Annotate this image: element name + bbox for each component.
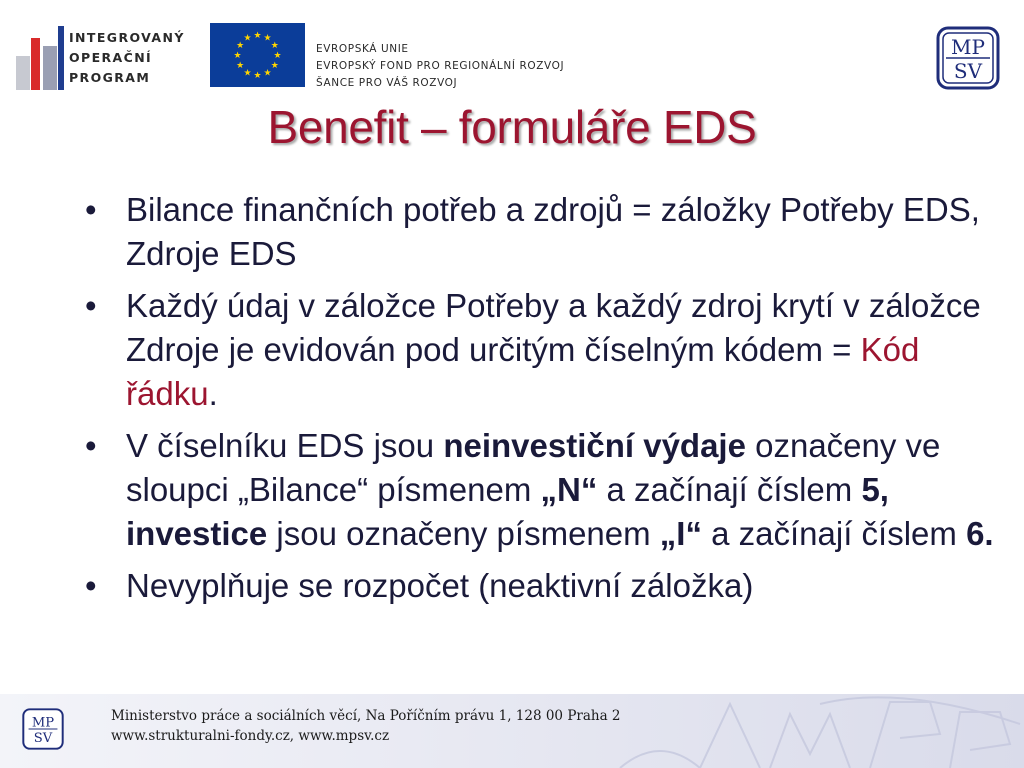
footer-logo-bottom: SV <box>33 731 53 747</box>
eu-star-icon: ★ <box>253 70 262 80</box>
eu-star-icon: ★ <box>253 30 262 40</box>
bullet-text-segment: V číselníku EDS jsou <box>126 427 444 464</box>
bullet-text-segment: neinvestiční výdaje <box>443 427 746 464</box>
bullet-item <box>85 188 995 276</box>
bullet-text-segment: jsou označeny písmenem <box>267 515 660 552</box>
footer-mpsv-logo <box>22 708 64 750</box>
bullet-text-segment: . <box>208 375 218 412</box>
bullet-text-segment: „N“ <box>540 471 598 508</box>
bullet-dot-icon: • <box>85 287 97 324</box>
slide-title: Benefit – formuláře EDS <box>267 101 757 153</box>
eu-flag-icon <box>210 23 305 87</box>
eu-logo-line: EVROPSKÁ UNIE <box>316 43 409 55</box>
eu-logo-line: EVROPSKÝ FOND PRO REGIONÁLNÍ ROZVOJ <box>316 60 565 72</box>
bullet-text-segment: Kód řádku <box>126 331 920 412</box>
footer-line-2: www.strukturalni-fondy.cz, www.mpsv.cz <box>111 728 390 744</box>
bullet-list <box>85 188 995 616</box>
eu-star-icon: ★ <box>243 67 252 78</box>
footer-line-1: Ministerstvo práce a sociálních věcí, Na Poříčním právu 1, 128 00 Praha 2 <box>111 708 621 724</box>
eu-star-icon: ★ <box>270 40 279 50</box>
bullet-text-segment: Nevyplňuje se rozpočet (neaktivní záložka) <box>126 567 754 604</box>
eu-star-icon: ★ <box>270 60 279 70</box>
eu-star-icon: ★ <box>243 32 252 43</box>
bullet-dot-icon: • <box>85 191 97 228</box>
eu-star-icon: ★ <box>263 67 272 78</box>
iop-logo-line: OPERAČNÍ <box>69 50 153 65</box>
bullet-item <box>85 284 995 416</box>
bullet-text-segment: „I“ <box>659 515 702 552</box>
iop-logo-line: PROGRAM <box>69 70 151 85</box>
bullet-text-segment: 6. <box>966 515 994 552</box>
bullet-text-segment: Bilance finančních potřeb a zdrojů = záložky Potřeby EDS, Zdroje EDS <box>126 191 980 272</box>
bullet-dot-icon: • <box>85 567 97 604</box>
bullet-text-segment: Každý údaj v záložce Potřeby a každý zdroj krytí v záložce Zdroje je evidován pod určitým číselným kódem = <box>126 287 981 368</box>
bullet-text-segment: označeny ve sloupci „Bilance“ písmenem <box>126 427 941 508</box>
bullet-item <box>85 564 995 608</box>
eu-star-icon: ★ <box>236 60 245 70</box>
iop-logo <box>16 22 196 92</box>
footer-logo-top: MP <box>31 715 55 731</box>
bullet-dot-icon: • <box>85 427 97 464</box>
eu-logo-line: ŠANCE PRO VÁŠ ROZVOJ <box>316 77 458 89</box>
eu-star-icon: ★ <box>236 40 245 50</box>
iop-logo-line: INTEGROVANÝ <box>69 30 185 45</box>
eu-logo-text <box>316 41 564 92</box>
eu-star-icon: ★ <box>233 50 242 60</box>
eu-star-icon: ★ <box>273 50 282 60</box>
iop-logo-text <box>69 28 185 88</box>
bullet-item <box>85 424 995 556</box>
footer-address <box>111 706 621 746</box>
eu-stars-graphic <box>210 23 305 87</box>
bullet-text-segment: 5, investice <box>126 471 889 552</box>
bullet-text-segment: a začínají číslem <box>701 515 967 552</box>
mpsv-logo-top: MP <box>951 35 985 59</box>
mpsv-logo-bottom: SV <box>953 59 983 83</box>
bullet-text-segment: a začínají číslem <box>597 471 862 508</box>
mpsv-logo <box>936 26 1000 90</box>
iop-bars-graphic <box>16 22 66 92</box>
eu-star-icon: ★ <box>263 32 272 43</box>
